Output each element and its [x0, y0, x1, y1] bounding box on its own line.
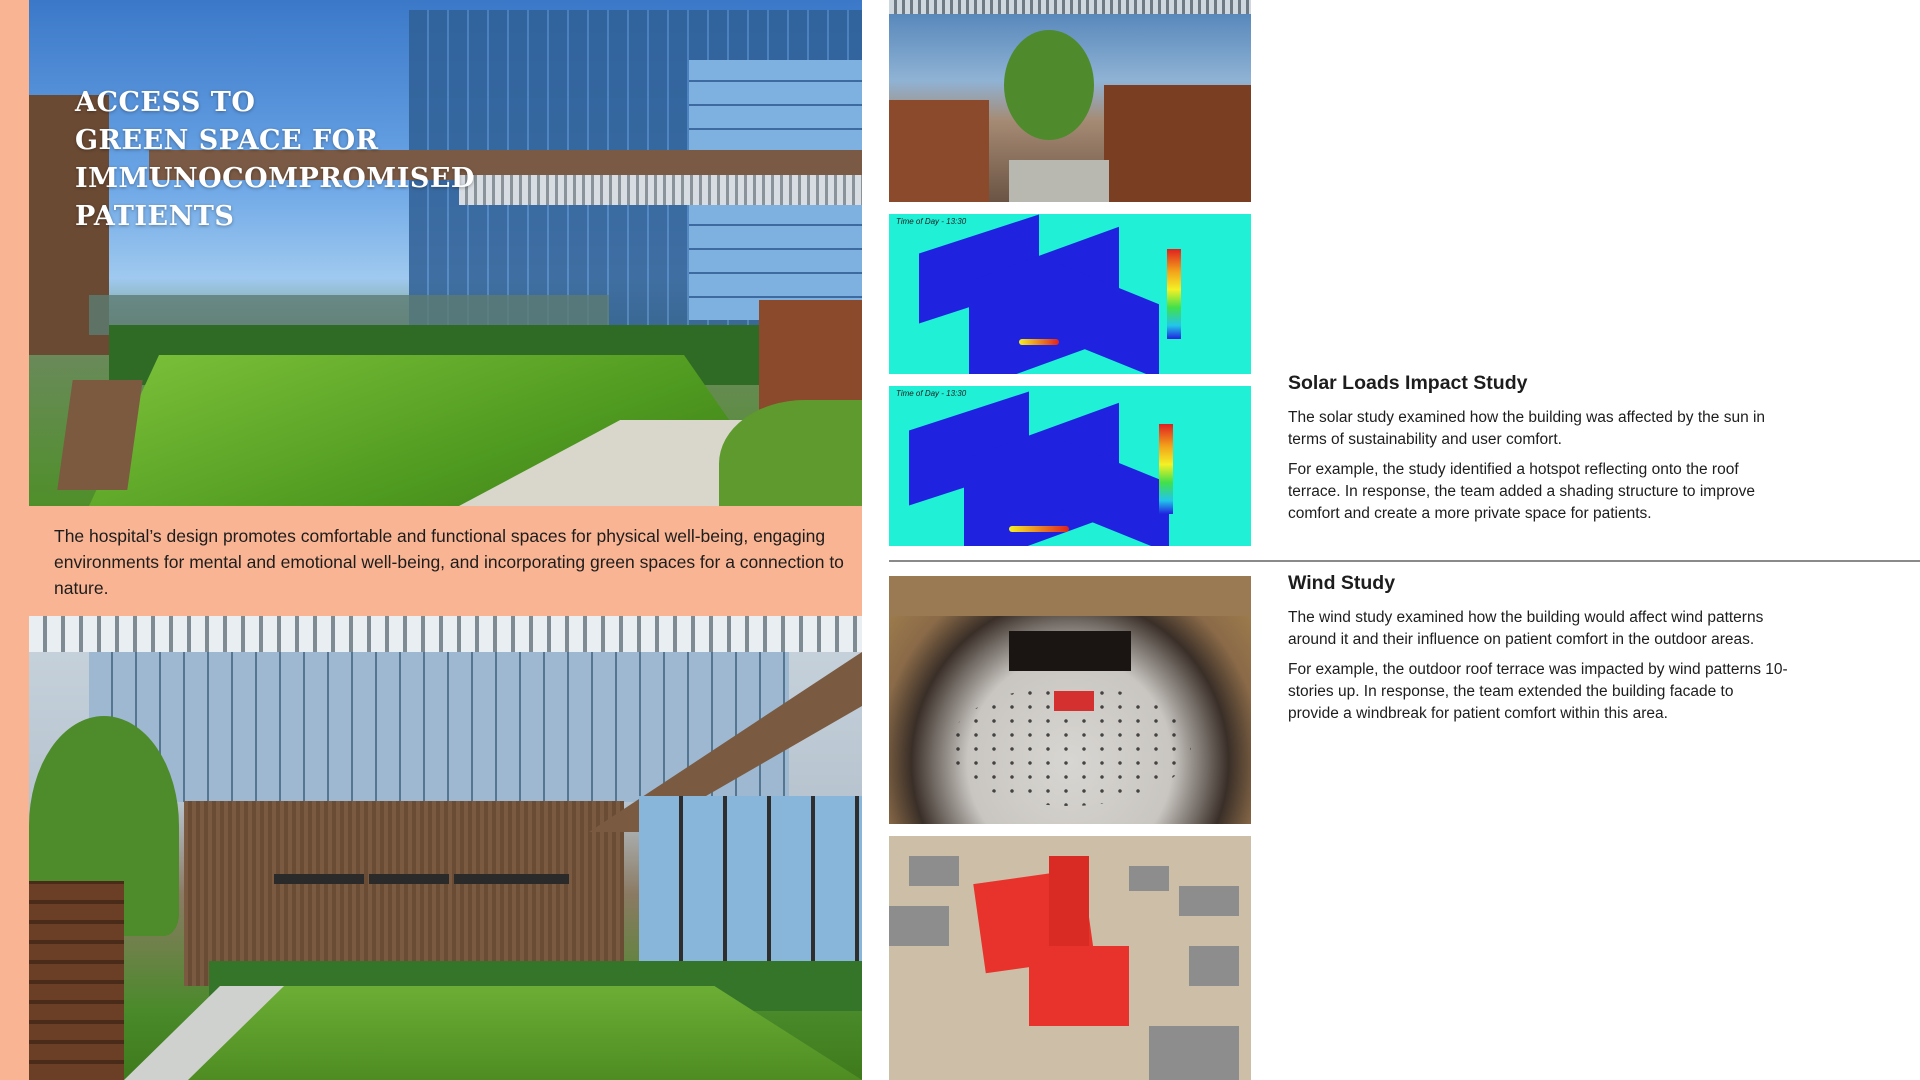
wind-paragraph-2: For example, the outdoor roof terrace was impacted by wind patterns 10-stories up. In response, the team extended the building facade to provide a windbreak for patient comfort within this area.	[1288, 661, 1788, 722]
wind-tunnel-photo	[889, 576, 1251, 824]
solar-analysis-image	[889, 214, 1251, 374]
wind-study-section	[1288, 572, 1788, 725]
title-line: ACCESS TO	[75, 87, 256, 118]
solar-paragraph-2: For example, the study identified a hotspot reflecting onto the roof terrace. In response, the team added a shading structure to improve comfort and create a more private space for patients.	[1288, 461, 1755, 522]
solar-time-label: Time of Day - 13:30	[896, 217, 967, 226]
wind-paragraph-1: The wind study examined how the building would affect wind patterns around it and their influence on patient comfort in the outdoor areas.	[1288, 609, 1764, 648]
terrace-photo	[29, 616, 862, 1080]
solar-analysis-image	[889, 386, 1251, 546]
section-divider	[889, 560, 1920, 562]
intro-caption: The hospital’s design promotes comfortable and functional spaces for physical well-being, engaging environments for mental and emotional well-being, and incorporating green spaces for a connection to nature.	[54, 526, 844, 598]
courtyard-photo	[889, 0, 1251, 202]
rooftop-garden-photo	[29, 0, 862, 506]
wind-heading: Wind Study	[1288, 572, 1396, 594]
solar-study-section	[1288, 372, 1788, 525]
title-line: PATIENTS	[75, 201, 235, 232]
solar-paragraph-1: The solar study examined how the building was affected by the sun in terms of sustainability and user comfort.	[1288, 409, 1766, 448]
title-line: IMMUNOCOMPROMISED	[75, 163, 475, 194]
solar-time-label: Time of Day - 13:30	[896, 389, 967, 398]
wind-model-photo	[889, 836, 1251, 1080]
accent-band	[0, 0, 29, 1080]
page-title	[75, 84, 475, 236]
title-line: GREEN SPACE FOR	[75, 125, 379, 156]
solar-heading: Solar Loads Impact Study	[1288, 372, 1528, 394]
